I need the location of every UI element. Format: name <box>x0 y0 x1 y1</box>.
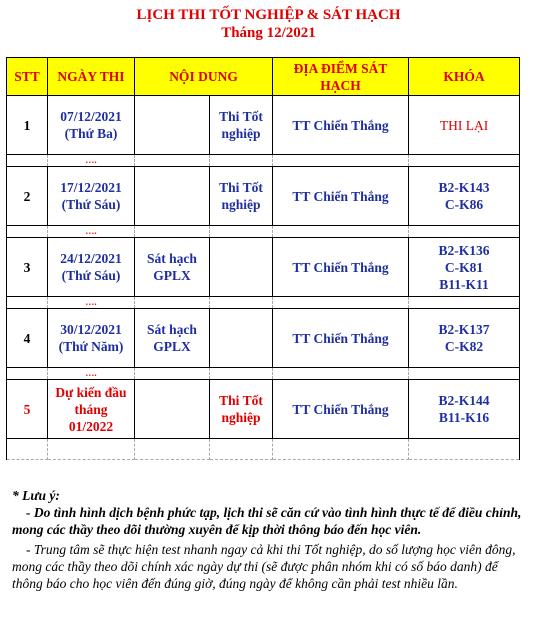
exam-schedule-table <box>6 57 520 460</box>
separator-dots: …. <box>48 226 135 238</box>
notes-label: * Lưu ý: <box>12 488 60 503</box>
content-b-cell: Thi Tốt nghiệp <box>210 96 273 155</box>
course-cell: B2-K137 C-K82 <box>409 309 520 368</box>
location-cell: TT Chiến Thắng <box>273 167 409 226</box>
content-a-cell <box>135 167 210 226</box>
stt-cell: 4 <box>7 309 48 368</box>
content-a-cell <box>135 96 210 155</box>
note-paragraph-1: - Do tình hình dịch bệnh phức tạp, lịch thi sẽ căn cứ vào tình hình thực tế để điều chỉnh, mong các thầy theo dõi thường xuyên để kịp thời thông báo đến học viên. <box>12 505 522 537</box>
content-a-cell <box>135 380 210 439</box>
table-row <box>7 380 520 439</box>
date-cell: 30/12/2021 (Thứ Năm) <box>48 309 135 368</box>
location-cell: TT Chiến Thắng <box>273 238 409 297</box>
content-a-cell: Sát hạch GPLX <box>135 309 210 368</box>
col-header-location: ĐỊA ĐIỂM SÁT HẠCH <box>273 58 409 96</box>
stt-cell: 1 <box>7 96 48 155</box>
page-title: LỊCH THI TỐT NGHIỆP & SÁT HẠCH <box>136 7 401 23</box>
separator-row <box>7 368 520 380</box>
stt-cell: 3 <box>7 238 48 297</box>
course-cell: B2-K136 C-K81 B11-K11 <box>409 238 520 297</box>
location-cell: TT Chiến Thắng <box>273 96 409 155</box>
page-subtitle: Tháng 12/2021 <box>221 25 316 41</box>
table-row <box>7 96 520 155</box>
date-cell: 17/12/2021 (Thứ Sáu) <box>48 167 135 226</box>
date-cell: 07/12/2021 (Thứ Ba) <box>48 96 135 155</box>
content-b-cell: Thi Tốt nghiệp <box>210 167 273 226</box>
separator-row <box>7 439 520 460</box>
col-header-stt: STT <box>7 58 48 96</box>
stt-cell: 2 <box>7 167 48 226</box>
date-cell: 24/12/2021 (Thứ Sáu) <box>48 238 135 297</box>
notes-section <box>12 487 526 592</box>
content-a-cell: Sát hạch GPLX <box>135 238 210 297</box>
col-header-content: NỘI DUNG <box>135 58 273 96</box>
content-b-cell <box>210 238 273 297</box>
table-header-row <box>7 58 520 96</box>
course-cell: THI LẠI <box>409 96 520 155</box>
col-header-date: NGÀY THI <box>48 58 135 96</box>
course-cell: B2-K143 C-K86 <box>409 167 520 226</box>
content-b-cell: Thi Tốt nghiệp <box>210 380 273 439</box>
separator-row <box>7 297 520 309</box>
date-cell: Dự kiến đầu tháng 01/2022 <box>48 380 135 439</box>
separator-dots: …. <box>48 297 135 309</box>
course-cell: B2-K144 B11-K16 <box>409 380 520 439</box>
location-cell: TT Chiến Thắng <box>273 309 409 368</box>
location-cell: TT Chiến Thắng <box>273 380 409 439</box>
separator-row <box>7 155 520 167</box>
separator-row <box>7 226 520 238</box>
separator-dots: …. <box>48 368 135 380</box>
separator-dots: …. <box>48 155 135 167</box>
stt-cell: 5 <box>7 380 48 439</box>
table-row <box>7 238 520 297</box>
content-b-cell <box>210 309 273 368</box>
table-row <box>7 167 520 226</box>
col-header-course: KHÓA <box>409 58 520 96</box>
note-paragraph-2: - Trung tâm sẽ thực hiện test nhanh ngay cả khi thi Tốt nghiệp, do số lượng học viên đông, mong các thầy theo dõi chính xác ngày dự thi (sẽ được phân nhóm khi có số báo danh) để thông báo cho học viên đến đúng giờ, đúng ngày để không cần phải test nhiều lần. <box>12 542 516 591</box>
table-row <box>7 309 520 368</box>
